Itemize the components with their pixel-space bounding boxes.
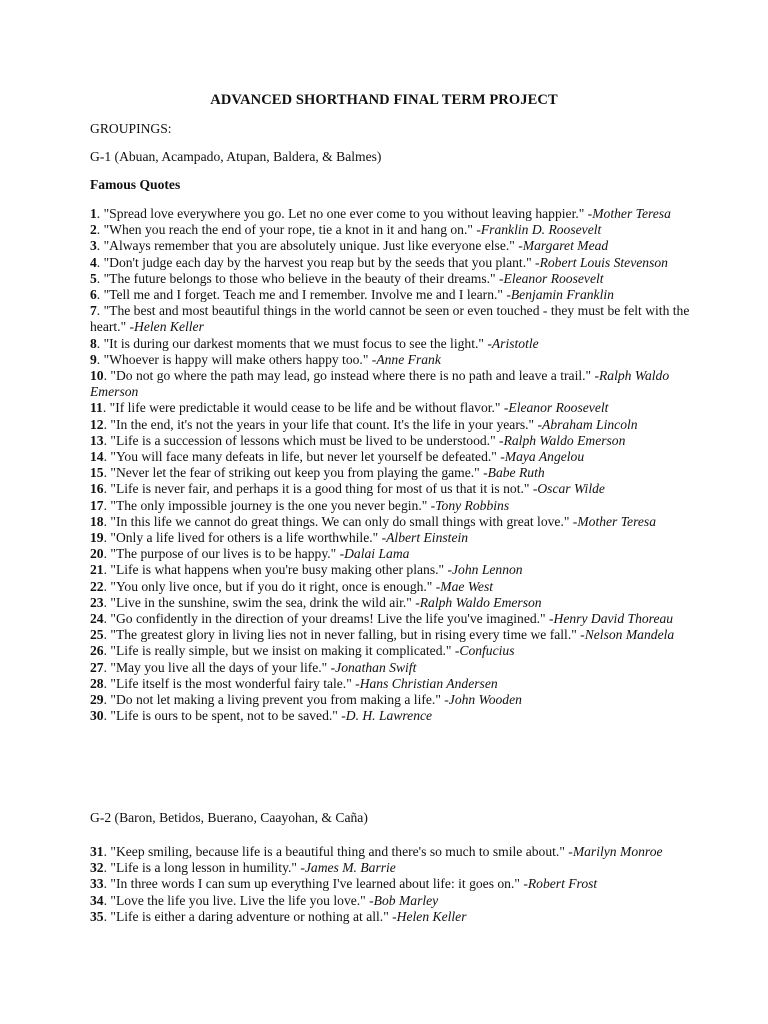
quote-author: Mae West <box>440 578 494 594</box>
quote-item <box>90 449 690 465</box>
quote-item <box>90 708 690 724</box>
quote-author: Confucius <box>459 643 515 659</box>
quote-author: Robert Frost <box>527 876 598 892</box>
quote-number: 23 <box>90 594 104 610</box>
quote-number: 25 <box>90 627 104 643</box>
quote-author: Abraham Lincoln <box>542 416 638 432</box>
quote-number: 28 <box>90 675 104 691</box>
quote-author: Ralph Waldo Emerson <box>419 594 542 610</box>
quote-author: Jonathan Swift <box>335 659 417 675</box>
quote-text: . "The purpose of our lives is to be happy." - <box>103 546 345 562</box>
quote-number: 4 <box>90 254 97 270</box>
quote-item <box>90 546 690 562</box>
quote-number: 18 <box>90 513 104 529</box>
quote-item <box>90 433 690 449</box>
quote-author: Robert Louis Stevenson <box>539 254 668 270</box>
quote-number: 22 <box>90 578 104 594</box>
quote-item <box>90 303 690 335</box>
quote-number: 5 <box>90 270 97 286</box>
quote-text: . "The future belongs to those who believe in the beauty of their dreams." - <box>96 270 504 286</box>
quote-author: Aristotle <box>491 335 539 351</box>
quote-item <box>90 643 690 659</box>
quote-number: 6 <box>90 287 97 303</box>
quote-number: 20 <box>90 546 104 562</box>
quote-item <box>90 206 690 222</box>
quote-item <box>90 368 690 400</box>
quote-author: Hans Christian Andersen <box>359 675 498 691</box>
quote-item <box>90 844 690 860</box>
quote-author: Maya Angelou <box>504 449 585 465</box>
quote-item <box>90 400 690 416</box>
quote-item <box>90 909 690 925</box>
quote-text: . "Whoever is happy will make others happy too." - <box>96 351 377 367</box>
quote-item <box>90 498 690 514</box>
quote-author: John Wooden <box>448 692 522 708</box>
quote-author: Franklin D. Roosevelt <box>480 222 602 238</box>
quote-item <box>90 417 690 433</box>
quote-number: 21 <box>90 562 104 578</box>
quote-number: 14 <box>90 449 104 465</box>
quote-text: . "It is during our darkest moments that we must focus to see the light." - <box>96 335 492 351</box>
quote-text: . "Life is really simple, but we insist on making it complicated." - <box>103 643 460 659</box>
quote-item <box>90 627 690 643</box>
quote-item <box>90 352 690 368</box>
quote-item <box>90 595 690 611</box>
quote-author: Bob Marley <box>373 892 439 908</box>
quote-item <box>90 893 690 909</box>
quote-number: 12 <box>90 416 104 432</box>
quote-item <box>90 579 690 595</box>
document-title: ADVANCED SHORTHAND FINAL TERM PROJECT <box>210 92 558 108</box>
quote-text: . "Don't judge each day by the harvest you reap but by the seeds that you plant." - <box>96 254 540 270</box>
quote-author: Albert Einstein <box>386 530 469 546</box>
quote-number: 11 <box>90 400 103 416</box>
quote-number: 3 <box>90 238 97 254</box>
quote-author: Helen Keller <box>134 319 204 335</box>
quote-item <box>90 860 690 876</box>
quote-author: Dalai Lama <box>344 546 410 562</box>
quote-number: 7 <box>90 303 97 319</box>
section-heading: Famous Quotes <box>90 177 181 192</box>
quote-item <box>90 530 690 546</box>
quote-text: . "When you reach the end of your rope, tie a knot in it and hang on." - <box>96 222 481 238</box>
quote-text: . "Live in the sunshine, swim the sea, drink the wild air." - <box>103 594 420 610</box>
quote-text: . "Life is never fair, and perhaps it is a good thing for most of us that it is not." - <box>103 481 538 497</box>
quote-author: Henry David Thoreau <box>553 611 674 627</box>
quote-item <box>90 336 690 352</box>
quote-author: Eleanor Roosevelt <box>503 270 604 286</box>
quote-text: . "Keep smiling, because life is a beautiful thing and there's so much to smile about." - <box>103 844 573 859</box>
quote-number: 32 <box>90 860 104 876</box>
quote-text: . "Always remember that you are absolutely unique. Just like everyone else." - <box>96 238 523 254</box>
quote-text: . "Spread love everywhere you go. Let no one ever come to you without leaving happier." - <box>96 206 593 221</box>
quote-number: 27 <box>90 659 104 675</box>
quote-author: Ralph Waldo Emerson <box>503 432 626 448</box>
quote-number: 17 <box>90 497 104 513</box>
quote-text: . "Love the life you live. Live the life you love." - <box>103 892 374 908</box>
quote-author: Mother Teresa <box>592 206 671 221</box>
quote-text: . "In three words I can sum up everything I've learned about life: it goes on." - <box>103 876 528 892</box>
quote-text: . "The only impossible journey is the one you never begin." - <box>103 497 436 513</box>
quote-item <box>90 611 690 627</box>
quote-item <box>90 676 690 692</box>
quote-list-group-1 <box>90 206 690 725</box>
quote-author: Benjamin Franklin <box>510 287 614 303</box>
quote-text: . "Only a life lived for others is a life worthwhile." - <box>103 530 387 546</box>
quote-author: Anne Frank <box>376 351 441 367</box>
quote-text: . "If life were predictable it would cease to be life and be without flavor." - <box>102 400 509 416</box>
quote-number: 9 <box>90 351 97 367</box>
quote-text: . "You will face many defeats in life, but never let yourself be defeated." - <box>103 449 505 465</box>
group-2-heading: G-2 (Baron, Betidos, Buerano, Caayohan, & Caña) <box>90 810 368 825</box>
quote-author: John Lennon <box>452 562 523 578</box>
quote-item <box>90 481 690 497</box>
quote-author: Marilyn Monroe <box>572 844 663 859</box>
quote-item <box>90 287 690 303</box>
quote-author: Babe Ruth <box>487 465 545 481</box>
quote-item <box>90 465 690 481</box>
quote-number: 13 <box>90 432 104 448</box>
quote-number: 33 <box>90 876 104 892</box>
quote-text: . "Do not go where the path may lead, go instead where there is no path and leave a trail." - <box>103 368 599 384</box>
quote-text: . "May you live all the days of your life." - <box>103 659 336 675</box>
quote-number: 35 <box>90 908 104 924</box>
quote-number: 34 <box>90 892 104 908</box>
quote-author: Tony Robbins <box>435 497 510 513</box>
quote-text: . "Life itself is the most wonderful fairy tale." - <box>103 675 360 691</box>
quote-author: Ralph Waldo Emerson <box>90 368 670 400</box>
quote-author: D. H. Lawrence <box>345 708 433 724</box>
quote-author: James M. Barrie <box>304 860 396 876</box>
quote-item <box>90 514 690 530</box>
quote-number: 2 <box>90 222 97 238</box>
quote-author: Mother Teresa <box>577 513 656 529</box>
quote-author: Oscar Wilde <box>537 481 605 497</box>
quote-item <box>90 255 690 271</box>
quote-text: . "Life is ours to be spent, not to be saved." - <box>103 708 346 724</box>
quote-text: . "Life is a long lesson in humility." - <box>103 860 305 876</box>
quote-author: Eleanor Roosevelt <box>508 400 609 416</box>
quote-author: Margaret Mead <box>522 238 609 254</box>
quote-number: 26 <box>90 643 104 659</box>
quote-number: 16 <box>90 481 104 497</box>
quote-item <box>90 876 690 892</box>
quote-text: . "You only live once, but if you do it right, once is enough." - <box>103 578 441 594</box>
quote-text: . "Life is either a daring adventure or nothing at all." - <box>103 908 397 924</box>
quote-item <box>90 238 690 254</box>
quote-number: 24 <box>90 611 104 627</box>
quote-number: 30 <box>90 708 104 724</box>
quote-text: . "Life is what happens when you're busy making other plans." - <box>103 562 452 578</box>
quote-text: . "Tell me and I forget. Teach me and I remember. Involve me and I learn." - <box>96 287 511 303</box>
quote-text: . "Go confidently in the direction of your dreams! Live the life you've imagined." - <box>103 611 554 627</box>
quote-item <box>90 562 690 578</box>
quote-text: . "Do not let making a living prevent you from making a life." - <box>103 692 449 708</box>
quote-number: 19 <box>90 530 104 546</box>
quote-number: 31 <box>90 844 104 859</box>
quote-item <box>90 271 690 287</box>
quote-text: . "The greatest glory in living lies not in never falling, but in rising every time we fall." - <box>103 627 585 643</box>
groupings-label: GROUPINGS: <box>90 121 172 136</box>
quote-text: . "The best and most beautiful things in the world cannot be seen or even touched - they must be felt with the heart." - <box>90 303 690 335</box>
quote-item <box>90 692 690 708</box>
quote-text: . "In this life we cannot do great things. We can only do small things with great love." - <box>103 513 578 529</box>
quote-text: . "Never let the fear of striking out keep you from playing the game." - <box>103 465 488 481</box>
quote-number: 10 <box>90 368 104 384</box>
quote-list-group-2 <box>90 844 690 925</box>
quote-number: 8 <box>90 335 97 351</box>
quote-author: Nelson Mandela <box>584 627 675 643</box>
quote-number: 29 <box>90 692 104 708</box>
quote-text: . "In the end, it's not the years in your life that count. It's the life in your years." - <box>103 416 543 432</box>
quote-item <box>90 660 690 676</box>
quote-text: . "Life is a succession of lessons which must be lived to be understood." - <box>103 432 504 448</box>
quote-item <box>90 222 690 238</box>
group-1-heading: G-1 (Abuan, Acampado, Atupan, Baldera, & Balmes) <box>90 149 382 164</box>
quote-number: 1 <box>90 206 97 221</box>
quote-number: 15 <box>90 465 104 481</box>
quote-author: Helen Keller <box>396 908 467 924</box>
